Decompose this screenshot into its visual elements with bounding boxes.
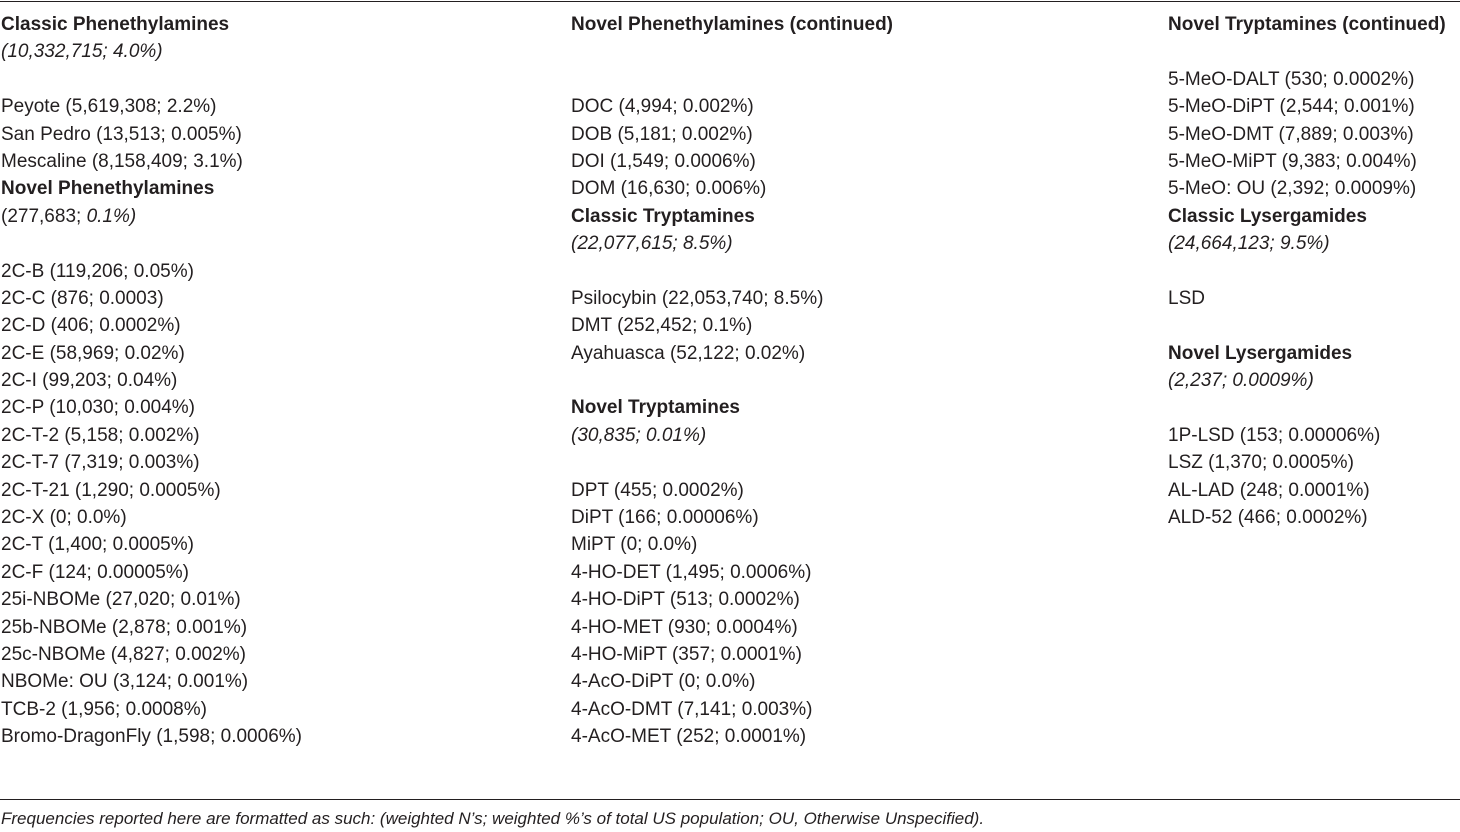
substance-entry: 4-HO-DET (1,495; 0.0006%) — [571, 561, 812, 583]
substance-entry: 5-MeO: OU (2,392; 0.0009%) — [1168, 178, 1417, 200]
substance-entry: Ayahuasca (52,122; 0.02%) — [571, 342, 806, 364]
group-heading: Novel Tryptamines (continued) — [1168, 14, 1446, 35]
substance-entry: 2C-T (1,400; 0.0005%) — [1, 534, 194, 556]
substance-entry: LSD — [1168, 287, 1205, 309]
group-heading: Novel Lysergamides — [1168, 342, 1353, 364]
blank-line — [1168, 258, 1446, 285]
substance-entry: 5-MeO-MiPT (9,383; 0.004%) — [1168, 150, 1417, 172]
substance-entry: 2C-T-21 (1,290; 0.0005%) — [1, 479, 221, 501]
substance-entry: ALD-52 (466; 0.0002%) — [1168, 507, 1368, 529]
substance-entry: AL-LAD (248; 0.0001%) — [1168, 479, 1370, 501]
substance-entry: 2C-F (124; 0.00005%) — [1, 561, 189, 583]
substance-entry: 2C-T-2 (5,158; 0.002%) — [1, 424, 200, 446]
substance-entry: Peyote (5,619,308; 2.2%) — [1, 96, 217, 118]
substance-entry: 4-HO-DiPT (513; 0.0002%) — [571, 589, 800, 611]
blank-line — [571, 449, 893, 476]
substance-entry: 1P-LSD (153; 0.00006%) — [1168, 424, 1381, 446]
blank-line — [571, 66, 893, 93]
group-summary-count: (277,683; — [1, 205, 87, 227]
substance-entry: 2C-C (876; 0.0003) — [1, 287, 164, 309]
substance-entry: 2C-X (0; 0.0%) — [1, 507, 127, 529]
table-footnote: Frequencies reported here are formatted as such: (weighted N’s; weighted %’s of total US population; OU, Otherwise Unspecified). — [1, 809, 985, 828]
substance-entry: 2C-T-7 (7,319; 0.003%) — [1, 452, 200, 474]
substance-entry: DOC (4,994; 0.002%) — [571, 96, 754, 118]
substance-entry: DOM (16,630; 0.006%) — [571, 178, 767, 200]
group-summary: (30,835; 0.01%) — [571, 424, 707, 446]
substance-entry: Psilocybin (22,053,740; 8.5%) — [571, 287, 824, 309]
group-heading: Classic Tryptamines — [571, 205, 755, 227]
group-heading: Classic Phenethylamines — [1, 14, 230, 35]
substance-entry: 5-MeO-DALT (530; 0.0002%) — [1168, 68, 1415, 90]
group-summary: (10,332,715; 4.0%) — [1, 41, 163, 63]
blank-line — [1168, 38, 1446, 65]
substance-entry: 2C-E (58,969; 0.02%) — [1, 342, 185, 364]
group-summary: (2,237; 0.0009%) — [1168, 370, 1314, 392]
table-column-2 — [571, 11, 893, 751]
substance-entry: Mescaline (8,158,409; 3.1%) — [1, 150, 243, 172]
substance-entry: 4-HO-MiPT (357; 0.0001%) — [571, 643, 802, 665]
substance-entry: 5-MeO-DiPT (2,544; 0.001%) — [1168, 96, 1415, 118]
table-bottom-rule — [0, 799, 1460, 800]
substance-entry: DOB (5,181; 0.002%) — [571, 123, 753, 145]
substance-entry: DMT (252,452; 0.1%) — [571, 315, 753, 337]
substance-entry: 2C-B (119,206; 0.05%) — [1, 260, 194, 282]
blank-line — [1, 66, 302, 93]
blank-line — [1168, 312, 1446, 339]
group-heading: Classic Lysergamides — [1168, 205, 1367, 227]
group-summary-percent: 0.1%) — [86, 205, 137, 227]
substance-entry: 4-HO-MET (930; 0.0004%) — [571, 616, 798, 638]
substance-entry: 2C-I (99,203; 0.04%) — [1, 370, 178, 392]
substance-entry: 4-AcO-DiPT (0; 0.0%) — [571, 671, 756, 693]
substance-entry: MiPT (0; 0.0%) — [571, 534, 698, 556]
substance-entry: 5-MeO-DMT (7,889; 0.003%) — [1168, 123, 1414, 145]
substance-entry: 4-AcO-DMT (7,141; 0.003%) — [571, 698, 813, 720]
blank-line — [571, 367, 893, 394]
substance-entry: 25i-NBOMe (27,020; 0.01%) — [1, 589, 241, 611]
substance-entry: DOI (1,549; 0.0006%) — [571, 150, 756, 172]
substance-entry: DiPT (166; 0.00006%) — [571, 507, 759, 529]
group-heading: Novel Phenethylamines — [1, 178, 215, 200]
substance-entry: 2C-D (406; 0.0002%) — [1, 315, 181, 337]
substance-entry: 2C-P (10,030; 0.004%) — [1, 397, 195, 419]
substance-entry: TCB-2 (1,956; 0.0008%) — [1, 698, 207, 720]
group-heading: Novel Phenethylamines (continued) — [571, 14, 893, 35]
substance-entry: NBOMe: OU (3,124; 0.001%) — [1, 671, 249, 693]
blank-line — [571, 258, 893, 285]
substance-entry: LSZ (1,370; 0.0005%) — [1168, 452, 1354, 474]
substance-entry: 4-AcO-MET (252; 0.0001%) — [571, 726, 807, 748]
blank-line — [1, 230, 302, 257]
group-heading: Novel Tryptamines — [571, 397, 740, 419]
group-summary — [1, 203, 302, 230]
blank-line — [571, 38, 893, 65]
blank-line — [1168, 394, 1446, 421]
group-summary: (24,664,123; 9.5%) — [1168, 233, 1330, 255]
substance-entry: DPT (455; 0.0002%) — [571, 479, 744, 501]
substance-entry: 25c-NBOMe (4,827; 0.002%) — [1, 643, 247, 665]
table-top-rule — [0, 1, 1460, 2]
substance-entry: San Pedro (13,513; 0.005%) — [1, 123, 242, 145]
substance-entry: 25b-NBOMe (2,878; 0.001%) — [1, 616, 248, 638]
substance-entry: Bromo-DragonFly (1,598; 0.0006%) — [1, 726, 302, 748]
group-summary: (22,077,615; 8.5%) — [571, 233, 733, 255]
table-column-3 — [1168, 11, 1446, 531]
table-column-1 — [1, 11, 302, 751]
